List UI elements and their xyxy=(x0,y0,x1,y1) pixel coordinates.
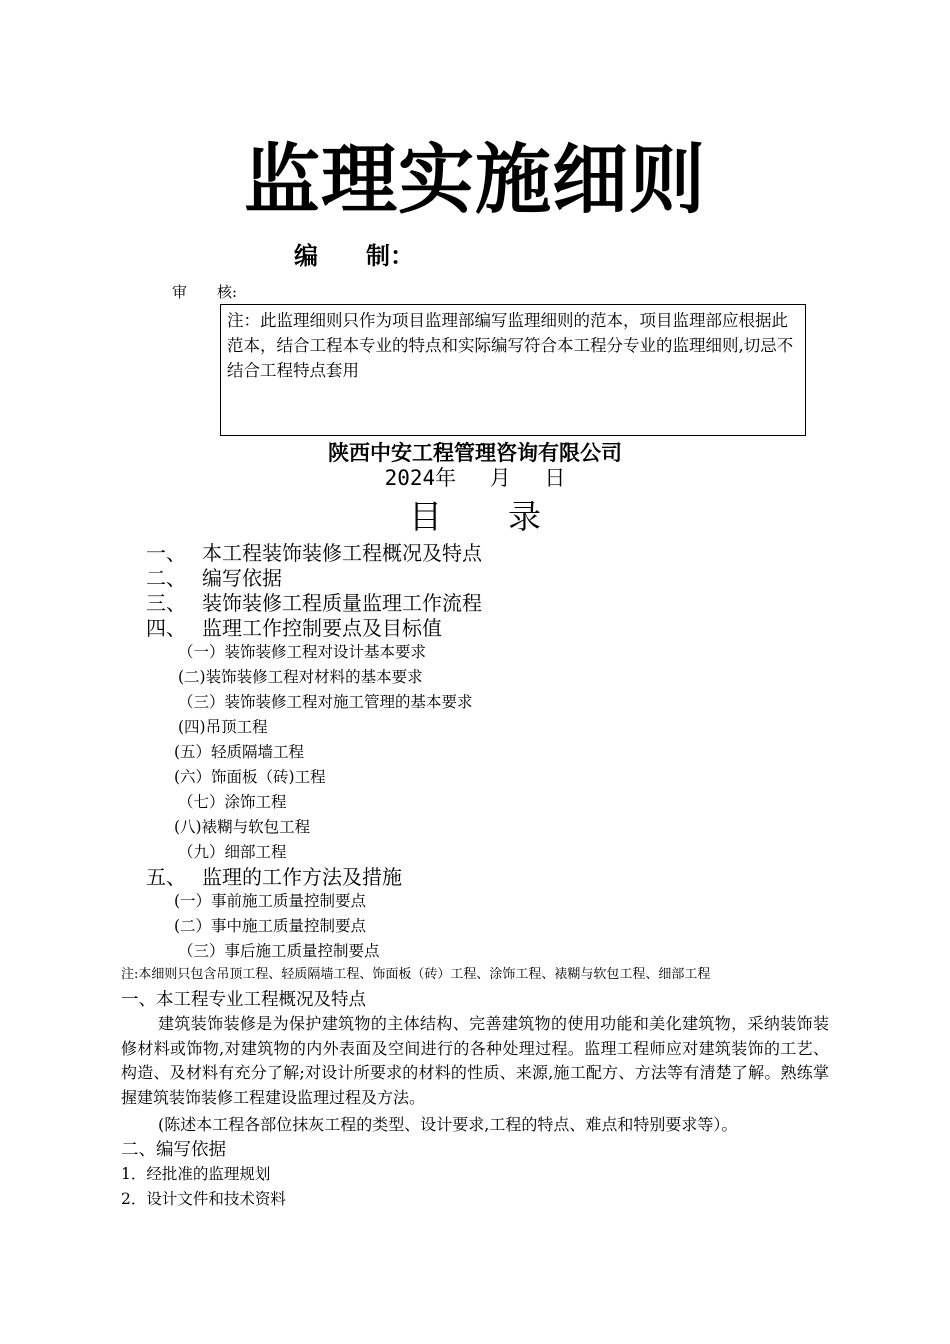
toc-item-number: 二、 xyxy=(146,566,186,590)
toc-subitem: （九）细部工程 xyxy=(178,843,287,861)
toc-item-number: 三、 xyxy=(146,591,186,615)
toc-subitem: （一）装饰装修工程对设计基本要求 xyxy=(178,643,427,661)
template-note-box: 注：此监理细则只作为项目监理部编写监理细则的范本，项目监理部应根据此范本，结合工程本专业的特点和实际编写符合本工程分专业的监理细则,切忌不结合工程特点套用 xyxy=(220,304,806,436)
compiler-label: 编 制： xyxy=(294,242,414,270)
toc-subitem: (八)裱糊与软包工程 xyxy=(174,818,311,836)
toc-item xyxy=(146,864,402,890)
toc-item-label: 装饰装修工程质量监理工作流程 xyxy=(202,591,482,615)
toc-item xyxy=(146,590,482,616)
toc-subitem: (六）饰面板（砖)工程 xyxy=(174,768,326,786)
toc-title: 目 录 xyxy=(409,497,541,536)
toc-subitem: (五）轻质隔墙工程 xyxy=(174,743,305,761)
section-heading: 一、本工程专业工程概况及特点 xyxy=(121,990,366,1010)
company-name: 陕西中安工程管理咨询有限公司 xyxy=(328,441,622,465)
toc-item-label: 监理的工作方法及措施 xyxy=(202,865,402,889)
document-date: 2024年 月 日 xyxy=(384,466,566,490)
toc-item xyxy=(146,565,282,591)
toc-subitem: (二)装饰装修工程对材料的基本要求 xyxy=(178,668,423,686)
scope-footnote: 注:本细则只包含吊顶工程、轻质隔墙工程、饰面板（砖）工程、涂饰工程、裱糊与软包工程、细部工程 xyxy=(121,967,711,982)
section-heading: 二、编写依据 xyxy=(121,1140,226,1160)
toc-subitem: （三）事后施工质量控制要点 xyxy=(178,942,380,960)
toc-subitem: （七）涂饰工程 xyxy=(178,793,287,811)
toc-subitem: (四)吊顶工程 xyxy=(178,718,268,736)
toc-subitem: (一）事前施工质量控制要点 xyxy=(174,892,367,910)
toc-item-number: 一、 xyxy=(146,541,186,565)
toc-item-label: 本工程装饰装修工程概况及特点 xyxy=(202,541,482,565)
basis-list-item: 2．设计文件和技术资料 xyxy=(121,1190,286,1208)
toc-subitem: （三）装饰装修工程对施工管理的基本要求 xyxy=(178,693,473,711)
document-title: 监理实施细则 xyxy=(244,135,706,224)
section-paragraph: 建筑装饰装修是为保护建筑物的主体结构、完善建筑物的使用功能和美化建筑物，采纳装饰装修材料或饰物,对建筑物的内外表面及空间进行的各种处理过程。监理工程师应对建筑装饰的工艺、构造、及材料有充分了解;对设计所要求的材料的性质、来源,施工配方、方法等有清楚了解。熟练掌握建筑装饰装修工程建设监理过程及方法。 xyxy=(121,1014,829,1107)
reviewer-label: 审 核: xyxy=(172,283,238,301)
toc-item xyxy=(146,615,442,641)
basis-list-item: 1．经批准的监理规划 xyxy=(121,1165,271,1183)
toc-item-label: 编写依据 xyxy=(202,566,282,590)
toc-subitem: (二）事中施工质量控制要点 xyxy=(174,917,367,935)
section-aside-note: (陈述本工程各部位抹灰工程的类型、设计要求,工程的特点、难点和特别要求等）。 xyxy=(158,1115,738,1134)
toc-item-label: 监理工作控制要点及目标值 xyxy=(202,616,442,640)
toc-item-number: 五、 xyxy=(146,865,186,889)
toc-item-number: 四、 xyxy=(146,616,186,640)
toc-item xyxy=(146,540,482,566)
